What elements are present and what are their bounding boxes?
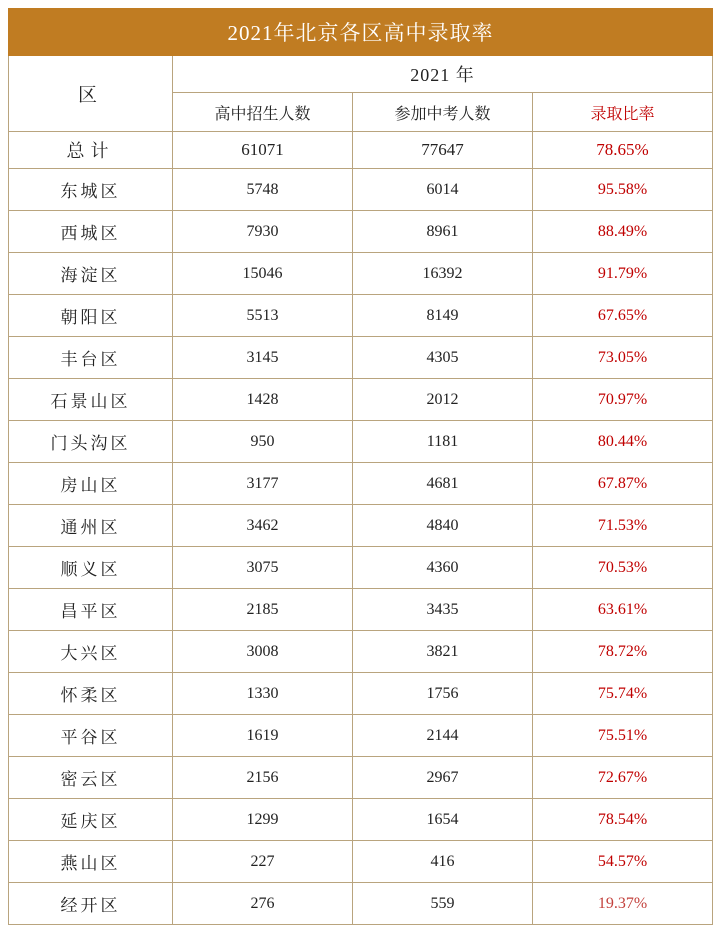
table-row xyxy=(9,799,713,841)
row-admitted: 7930 xyxy=(173,211,353,253)
row-region: 密云区 xyxy=(9,757,173,799)
row-region: 门头沟区 xyxy=(9,421,173,463)
row-examinees: 1756 xyxy=(353,673,533,715)
row-examinees: 4681 xyxy=(353,463,533,505)
table-row xyxy=(9,421,713,463)
total-examinees: 77647 xyxy=(353,132,533,169)
total-row xyxy=(9,132,713,169)
row-region: 燕山区 xyxy=(9,841,173,883)
row-admitted: 3008 xyxy=(173,631,353,673)
row-admitted: 1428 xyxy=(173,379,353,421)
row-examinees: 3435 xyxy=(353,589,533,631)
header-rate: 录取比率 xyxy=(533,93,713,132)
row-examinees: 2967 xyxy=(353,757,533,799)
row-rate: 71.53% xyxy=(533,505,713,547)
row-rate: 78.72% xyxy=(533,631,713,673)
row-rate: 75.74% xyxy=(533,673,713,715)
total-admitted: 61071 xyxy=(173,132,353,169)
table-row xyxy=(9,883,713,925)
table-row xyxy=(9,547,713,589)
row-region: 朝阳区 xyxy=(9,295,173,337)
table-row xyxy=(9,169,713,211)
row-examinees: 416 xyxy=(353,841,533,883)
table-row xyxy=(9,757,713,799)
row-region: 顺义区 xyxy=(9,547,173,589)
row-rate: 73.05% xyxy=(533,337,713,379)
header-region: 区 xyxy=(9,56,173,132)
row-rate: 88.49% xyxy=(533,211,713,253)
row-admitted: 3177 xyxy=(173,463,353,505)
row-examinees: 3821 xyxy=(353,631,533,673)
row-rate: 19.37% xyxy=(533,883,713,925)
row-admitted: 5513 xyxy=(173,295,353,337)
row-examinees: 1181 xyxy=(353,421,533,463)
row-region: 东城区 xyxy=(9,169,173,211)
row-examinees: 4360 xyxy=(353,547,533,589)
row-admitted: 2185 xyxy=(173,589,353,631)
row-rate: 67.87% xyxy=(533,463,713,505)
row-examinees: 6014 xyxy=(353,169,533,211)
total-label: 总计 xyxy=(9,132,173,169)
row-region: 海淀区 xyxy=(9,253,173,295)
row-rate: 95.58% xyxy=(533,169,713,211)
row-region: 昌平区 xyxy=(9,589,173,631)
row-region: 丰台区 xyxy=(9,337,173,379)
row-admitted: 1619 xyxy=(173,715,353,757)
row-region: 房山区 xyxy=(9,463,173,505)
row-admitted: 950 xyxy=(173,421,353,463)
table-title: 2021年北京各区高中录取率 xyxy=(9,9,713,56)
table-row xyxy=(9,715,713,757)
table-row xyxy=(9,589,713,631)
total-rate: 78.65% xyxy=(533,132,713,169)
row-admitted: 227 xyxy=(173,841,353,883)
row-region: 西城区 xyxy=(9,211,173,253)
row-examinees: 8149 xyxy=(353,295,533,337)
row-rate: 75.51% xyxy=(533,715,713,757)
table-row xyxy=(9,295,713,337)
row-region: 平谷区 xyxy=(9,715,173,757)
table-row xyxy=(9,841,713,883)
row-rate: 70.97% xyxy=(533,379,713,421)
row-examinees: 16392 xyxy=(353,253,533,295)
row-admitted: 1299 xyxy=(173,799,353,841)
row-rate: 54.57% xyxy=(533,841,713,883)
row-admitted: 5748 xyxy=(173,169,353,211)
table-row xyxy=(9,673,713,715)
row-region: 经开区 xyxy=(9,883,173,925)
row-region: 大兴区 xyxy=(9,631,173,673)
row-rate: 63.61% xyxy=(533,589,713,631)
row-examinees: 8961 xyxy=(353,211,533,253)
table-row xyxy=(9,253,713,295)
row-examinees: 4840 xyxy=(353,505,533,547)
row-region: 延庆区 xyxy=(9,799,173,841)
row-admitted: 276 xyxy=(173,883,353,925)
row-rate: 78.54% xyxy=(533,799,713,841)
table-row xyxy=(9,379,713,421)
table-row xyxy=(9,337,713,379)
row-examinees: 4305 xyxy=(353,337,533,379)
row-rate: 80.44% xyxy=(533,421,713,463)
table-header-row-1 xyxy=(9,56,713,93)
row-region: 通州区 xyxy=(9,505,173,547)
row-rate: 91.79% xyxy=(533,253,713,295)
admission-rate-table xyxy=(8,8,713,925)
row-admitted: 1330 xyxy=(173,673,353,715)
row-rate: 70.53% xyxy=(533,547,713,589)
row-admitted: 3145 xyxy=(173,337,353,379)
row-region: 石景山区 xyxy=(9,379,173,421)
row-admitted: 3075 xyxy=(173,547,353,589)
row-examinees: 559 xyxy=(353,883,533,925)
row-examinees: 1654 xyxy=(353,799,533,841)
table-row xyxy=(9,631,713,673)
row-admitted: 15046 xyxy=(173,253,353,295)
row-admitted: 2156 xyxy=(173,757,353,799)
table-row xyxy=(9,211,713,253)
row-region: 怀柔区 xyxy=(9,673,173,715)
row-examinees: 2144 xyxy=(353,715,533,757)
header-year: 2021 年 xyxy=(173,56,713,93)
table-row xyxy=(9,463,713,505)
header-admitted: 高中招生人数 xyxy=(173,93,353,132)
table-title-row xyxy=(9,9,713,56)
row-rate: 67.65% xyxy=(533,295,713,337)
table-row xyxy=(9,505,713,547)
row-admitted: 3462 xyxy=(173,505,353,547)
header-examinees: 参加中考人数 xyxy=(353,93,533,132)
row-rate: 72.67% xyxy=(533,757,713,799)
row-examinees: 2012 xyxy=(353,379,533,421)
